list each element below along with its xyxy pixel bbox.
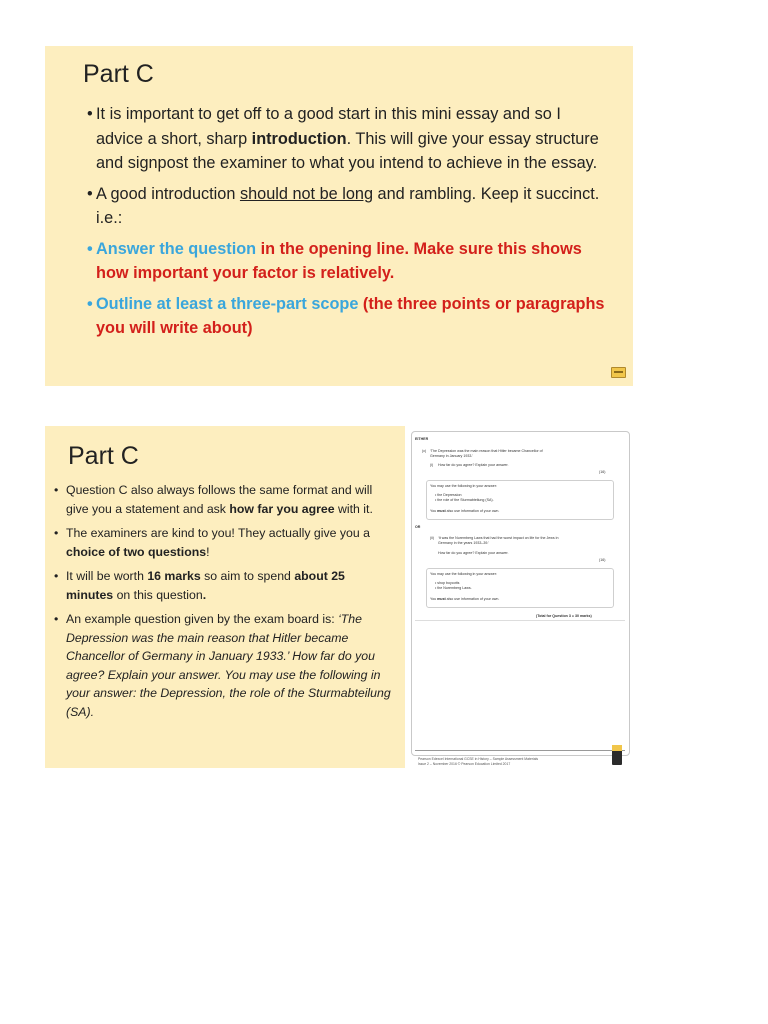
bullet-outline-scope: • Outline at least a three-part scope (the three points or paragraphs you will write about): [87, 292, 607, 341]
exam-paper-thumbnail: [411, 431, 630, 756]
question-text: Germany in January 1933.’: [430, 454, 474, 458]
slide-intro-advice: [45, 46, 633, 386]
slide-title: Part C: [68, 442, 139, 470]
slide-title: Part C: [83, 60, 154, 88]
list-item: • the Depression: [435, 493, 462, 497]
list-item: • the Nuremberg Laws.: [435, 586, 472, 590]
either-label: EITHER: [415, 437, 429, 441]
question-text: ‘The Depression was the main reason that Hitler became Chancellor of: [430, 449, 543, 453]
notes-icon: [611, 367, 626, 378]
total-marks: (Total for Question 3 = 30 marks): [536, 614, 592, 618]
bullet-marks: • It will be worth 16 marks so aim to spend about 25 minutes on this question.: [53, 567, 393, 604]
hint-box: You may use the following in your answer: • the Depression • the role of the Sturmabteilung (SA). You must also use information of your own.: [426, 480, 614, 520]
bullet-format: • Question C also always follows the same format and will give you a statement and ask how far you agree with it.: [53, 481, 393, 518]
question-text: Germany in the years 1933–39.’: [438, 541, 490, 545]
bullet-example: • An example question given by the exam board is: ‘The Depression was the main reason that Hitler became Chancellor of Germany in January 1933.’ How far do you agree? Explain your answer. You may use the following in your answer: the Depression, the role of the Sturmabteilung (SA).: [53, 610, 393, 721]
divider: [415, 750, 625, 751]
hint-box: You may use the following in your answer: • shop boycotts • the Nuremberg Laws. You must also use information of your own.: [426, 568, 614, 608]
bullet-choice: • The examiners are kind to you! They actually give you a choice of two questions!: [53, 524, 393, 561]
bullet-answer-question: • Answer the question in the opening line. Make sure this shows how important your factor is relatively.: [87, 237, 607, 286]
bullet-list: [87, 102, 607, 347]
question-prompt: How far do you agree? Explain your answer.: [438, 463, 509, 467]
list-item: • the role of the Sturmabteilung (SA).: [435, 498, 494, 502]
notes-icon: [612, 745, 622, 765]
list-item: • shop boycotts: [435, 581, 460, 585]
bullet-good-start: • It is important to get off to a good start in this mini essay and so I advice a short, sharp introduction. This will give your essay structure and signpost the examiner to what you intend to achieve in the essay.: [87, 102, 607, 176]
question-number: (c): [422, 449, 427, 453]
marks-label: (16): [599, 470, 606, 474]
bullet-list: [53, 481, 393, 727]
paper-footer: Issue 2 – November 2016 © Pearson Education Limited 2017: [418, 762, 511, 766]
divider: [415, 620, 625, 621]
paper-footer: Pearson Edexcel International GCSE in History – Sample Assessment Materials: [418, 757, 539, 761]
question-number: (i): [430, 463, 434, 467]
question-number: (ii): [430, 536, 434, 540]
question-prompt: How far do you agree? Explain your answer.: [438, 551, 509, 555]
bullet-short-intro: • A good introduction should not be long and rambling. Keep it succinct. i.e.:: [87, 182, 607, 231]
marks-label: (16): [599, 558, 606, 562]
or-label: OR: [415, 525, 421, 529]
question-text: ‘It was the Nuremberg Laws that had the worst impact on life for the Jews in: [438, 536, 559, 540]
slide-question-format: [45, 426, 405, 768]
